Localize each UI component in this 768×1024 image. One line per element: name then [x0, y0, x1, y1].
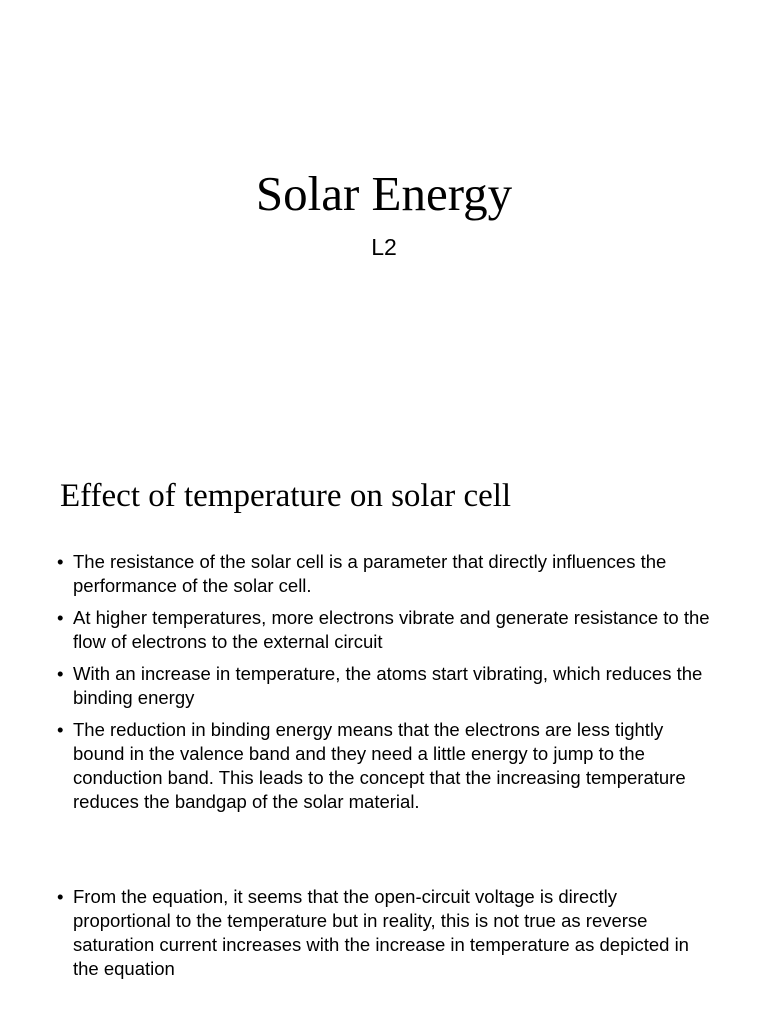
deck-title: Solar Energy [255, 166, 513, 221]
slide-heading: Effect of temperature on solar cell [60, 478, 512, 514]
bullet-item: • With an increase in temperature, the atoms start vibrating, which reduces the binding energy [57, 662, 717, 710]
deck-subtitle: L2 [371, 234, 397, 260]
bullet-item: • The reduction in binding energy means that the electrons are less tightly bound in the valence band and they need a little energy to jump to the conduction band. This leads to the concept that the increasing temperature reduces the bandgap of the solar material. [57, 718, 717, 814]
title-slide [0, 0, 768, 430]
bullet-list [57, 550, 717, 822]
bullet-item: • From the equation, it seems that the open-circuit voltage is directly proportional to the temperature but in reality, this is not true as reverse saturation current increases with the increase in temperature as depicted in the equation [57, 885, 717, 981]
bullet-list-secondary [57, 885, 717, 989]
bullet-item: • The resistance of the solar cell is a parameter that directly influences the performance of the solar cell. [57, 550, 717, 598]
content-slide [0, 430, 768, 1024]
bullet-item: • At higher temperatures, more electrons vibrate and generate resistance to the flow of electrons to the external circuit [57, 606, 717, 654]
